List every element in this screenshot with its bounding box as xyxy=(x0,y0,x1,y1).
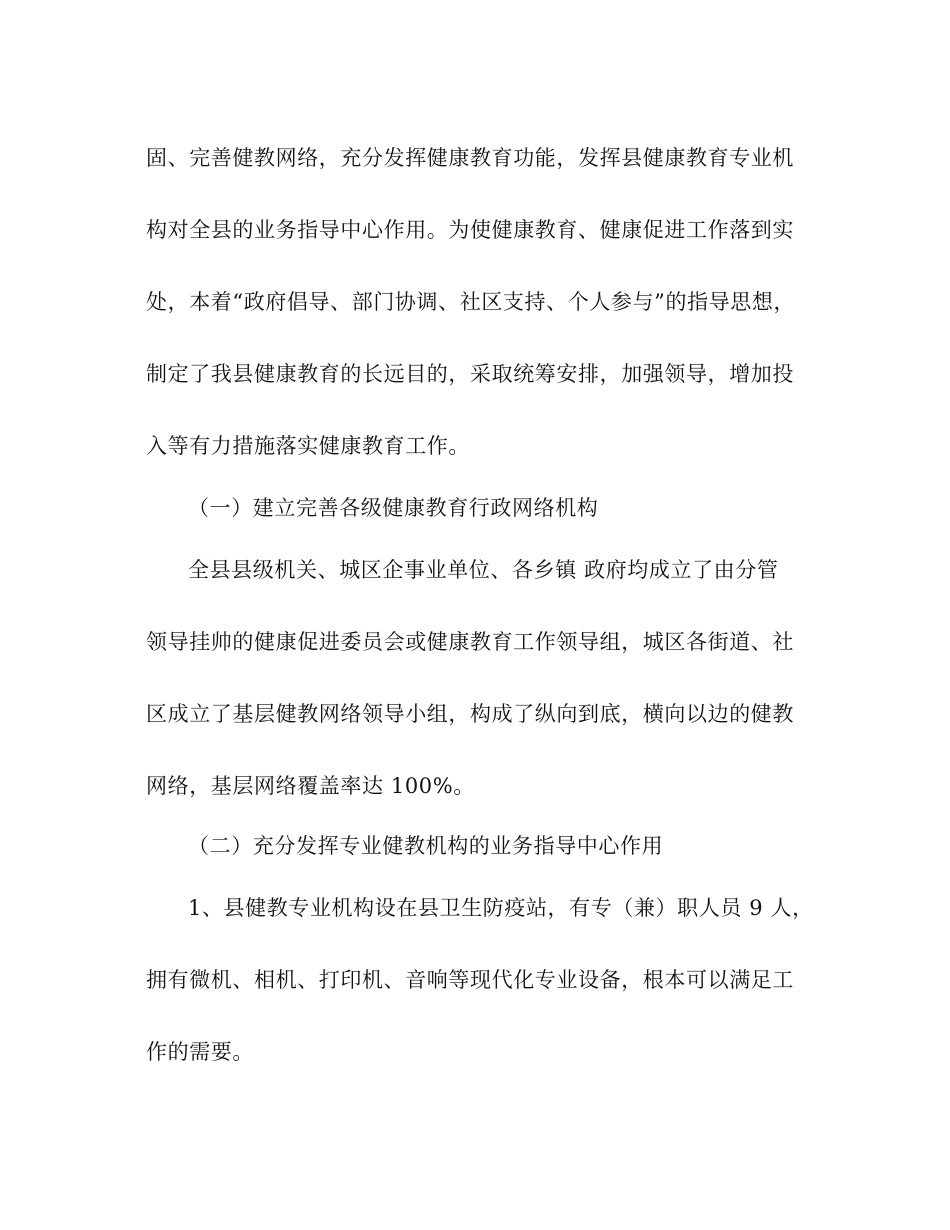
body-text-line: 构对全县的业务指导中心作用。为使健康教育、健康促进工作落到实 xyxy=(146,218,794,242)
body-text-line: 固、完善健教网络，充分发挥健康教育功能，发挥县健康教育专业机 xyxy=(146,146,794,170)
body-text-line: 全县县级机关、城区企事业单位、各乡镇 政府均成立了由分管 xyxy=(188,558,779,582)
body-text-line: 区成立了基层健教网络领导小组，构成了纵向到底，横向以边的健教 xyxy=(146,702,794,726)
body-text-line: 1、县健教专业机构设在县卫生防疫站，有专（兼）职人员 9 人， xyxy=(188,896,814,920)
body-text-line: 作的需要。 xyxy=(146,1040,254,1064)
body-text-line: 领导挂帅的健康促进委员会或健康教育工作领导组，城区各街道、社 xyxy=(146,630,794,654)
body-text-line: 拥有微机、相机、打印机、音响等现代化专业设备，根本可以满足工 xyxy=(146,968,794,992)
body-text-line: 网络，基层网络覆盖率达 100%。 xyxy=(146,774,475,798)
body-text-line: 处，本着“政府倡导、部门协调、社区支持、个人参与”的指导思想， xyxy=(146,290,796,314)
body-text-line: 制定了我县健康教育的长远目的，采取统筹安排，加强领导，增加投 xyxy=(146,362,794,386)
body-text-line: 入等有力措施落实健康教育工作。 xyxy=(146,434,470,458)
section-heading: （二）充分发挥专业健教机构的业务指导中心作用 xyxy=(188,834,664,858)
section-heading: （一）建立完善各级健康教育行政网络机构 xyxy=(188,496,599,520)
